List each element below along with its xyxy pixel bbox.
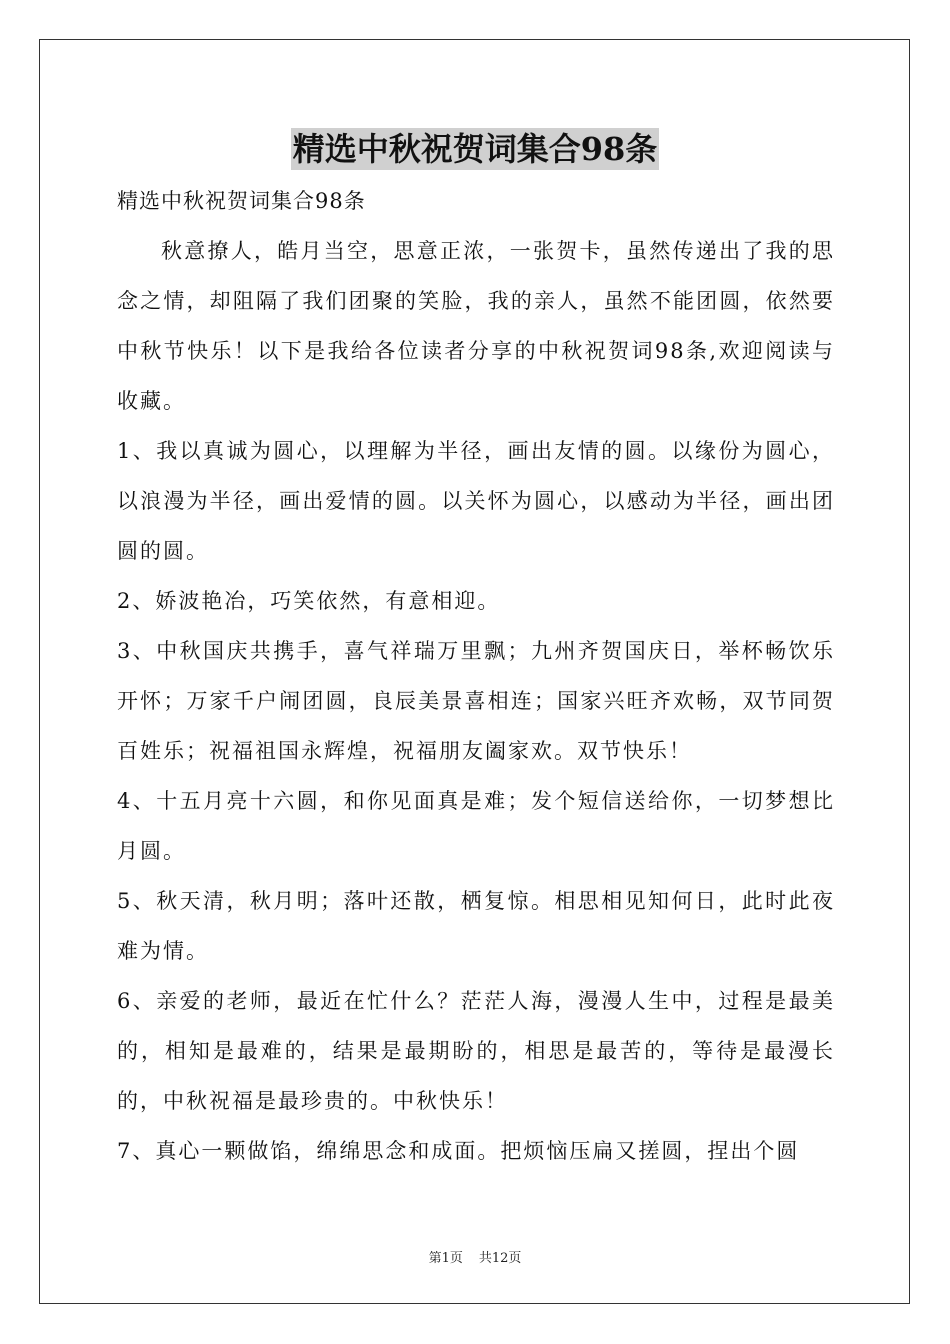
list-item: 1、我以真诚为圆心，以理解为半径，画出友情的圆。以缘份为圆心，以浪漫为半径，画出爱情的圆。以关怀为圆心，以感动为半径，画出团圆的圆。 [117,439,835,563]
page-footer [0,1247,950,1266]
document-title: 精选中秋祝贺词集合98条 [292,130,658,168]
document-body [117,176,835,1176]
list-item: 3、中秋国庆共携手，喜气祥瑞万里飘；九州齐贺国庆日，举杯畅饮乐开怀；万家千户闹团圆，良辰美景喜相连；国家兴旺齐欢畅，双节同贺百姓乐；祝福祖国永辉煌，祝福朋友阖家欢。双节快乐！ [117,639,835,763]
list-item: 6、亲爱的老师，最近在忙什么？茫茫人海，漫漫人生中，过程是最美的，相知是最难的，结果是最期盼的，相思是最苦的，等待是最漫长的，中秋祝福是最珍贵的。中秋快乐！ [117,989,835,1113]
list-item: 5、秋天清，秋月明；落叶还散，栖复惊。相思相见知何日，此时此夜难为情。 [117,889,835,963]
title-area [0,128,950,170]
intro-paragraph: 秋意撩人，皓月当空，思意正浓，一张贺卡，虽然传递出了我的思念之情，却阻隔了我们团聚的笑脸，我的亲人，虽然不能团圆，依然要中秋节快乐！以下是我给各位读者分享的中秋祝贺词98条,欢迎阅读与收藏。 [117,239,835,413]
page-number: 第1页 [428,1251,463,1266]
page-total: 共12页 [478,1251,522,1266]
list-item: 7、真心一颗做馅，绵绵思念和成面。把烦恼压扁又搓圆，捏出个圆 [117,1139,800,1163]
list-item: 2、娇波艳冶，巧笑依然，有意相迎。 [117,589,501,613]
list-item: 4、十五月亮十六圆，和你见面真是难；发个短信送给你，一切梦想比月圆。 [117,789,835,863]
document-subtitle: 精选中秋祝贺词集合98条 [117,189,366,213]
